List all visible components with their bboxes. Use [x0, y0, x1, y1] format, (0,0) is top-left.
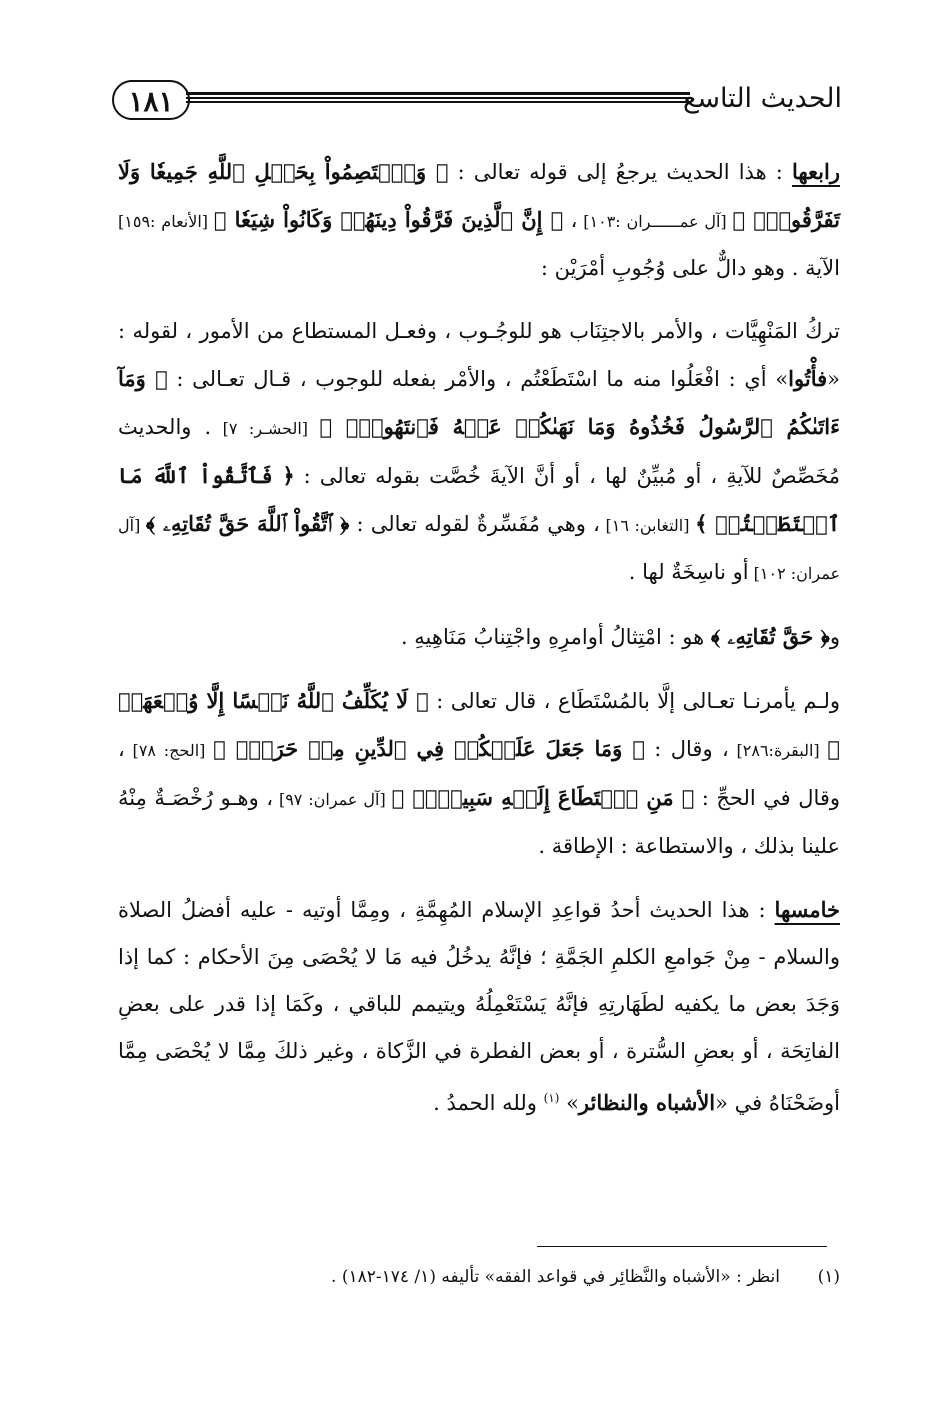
hadith-quote: فأْتُوا: [788, 366, 828, 391]
text-run: هو : امْتِثالُ أوامرِهِ واجْتِنابُ مَنَاهِيهِ .: [400, 625, 711, 649]
text-run: : هذا الحديث يرجعُ إلى قوله تعالى :: [448, 160, 792, 184]
text-run: ولـم يأمرنـا تعـالى إلَّا بالمُسْتَطَاع ، قال تعالى :: [428, 689, 841, 713]
quran-quote: ﴿ لَا يُكَلِّفُ ٱللَّهُ نَفۡسًا إِلَّا وُسۡعَهَاۚ ﴾: [118, 688, 841, 761]
quran-quote: ﴿ ٱتَّقُواْ ٱللَّهَ حَقَّ تُقَاتِهِۦ ﴾: [145, 511, 350, 536]
paragraph-fifth: [118, 886, 840, 1127]
paragraph-capability: [118, 677, 840, 870]
verse-reference: [الأنعام :١٥٩]: [118, 212, 214, 231]
book-title: الأشباه والنظائر: [578, 1090, 716, 1115]
verse-reference: [الحج: ٧٨]: [124, 741, 214, 760]
header-rule-line: [186, 92, 690, 95]
body-text: [118, 148, 840, 1143]
text-run: ، وقال :: [644, 737, 729, 761]
footnote-reference[interactable]: (١): [543, 1091, 560, 1105]
text-run: أو ناسِخَةٌ لها .: [628, 560, 749, 584]
paragraph-fourth: [118, 148, 840, 292]
verse-reference: [آل عمــــــران :١٠٣]: [577, 212, 733, 231]
text-run: » أي : افْعَلُوا منه ما اسْتَطَعْتُم ، والأمْر بفعله للوجوب ، قـال تعـالى :: [167, 367, 789, 391]
verse-reference: [الحشـر: ٧]: [211, 419, 320, 438]
page-number: ١٨١: [112, 80, 190, 120]
text-run: و: [829, 625, 840, 649]
footnote: [118, 1262, 840, 1292]
text-run: تركُ المَنْهِيَّات ، والأمر بالاجتِنَاب هو للوجُـوب ، وفعـل المستطاع من الأمور ، لقوله : «: [118, 319, 840, 391]
quran-quote: ﴿ فَٱتَّقُواْ ٱللَّهَ مَا ٱسۡتَطَعۡتُمۡ ﴾: [118, 463, 841, 536]
quran-quote: ﴿ وَٱعۡتَصِمُواْ بِحَبۡلِ ٱللَّهِ جَمِيعٗا وَلَا تَفَرَّقُواْۚ ﴾: [118, 159, 840, 232]
text-run: ، وهـو رُخْصَـةٌ مِنْهُ علينا بذلك ، والاستطاعة : الإطاقة .: [118, 786, 840, 858]
quran-quote: ﴿ إِنَّ ٱلَّذِينَ فَرَّقُواْ دِينَهُمۡ وَكَانُواْ شِيَعٗا ﴾: [213, 207, 564, 232]
quran-quote: ﴿ وَمَا جَعَلَ عَلَيۡكُمۡ فِي ٱلدِّينِ مِنۡ حَرَجٖۚ ﴾: [213, 736, 645, 761]
chapter-title: الحديث التاسع: [682, 83, 842, 114]
quran-quote: ﴿ مَنِ ٱسۡتَطَاعَ إِلَيۡهِ سَبِيلٗاۚ ﴾: [391, 785, 695, 810]
page-header: [112, 76, 842, 126]
text-run: ،: [563, 208, 578, 232]
verse-reference: [البقرة:٢٨٦]: [728, 741, 828, 760]
verse-reference: [آل عمران: ٩٧]: [273, 790, 392, 809]
paragraph-taqwa: [118, 613, 840, 661]
header-rule-line: [186, 101, 690, 103]
header-rule-line: [186, 97, 690, 99]
footnote-divider: [537, 1246, 827, 1247]
text-run: ، وهي مُفَسِّرةٌ لقوله تعالى :: [349, 512, 600, 536]
text-run: : هذا الحديث أحدُ قواعِدِ الإسلام المُهِمَّةِ ، ومِمَّا أوتيه - عليه أفضلُ الصلاة والسلام - مِنْ جَوامعِ الكلمِ الجَمَّةِ ؛ فإنَّهُ يدخُلُ فيه مَا لا يُحْصَى مِنَ الأحكام : كما إذا وَجَدَ بعض ما يكفيه لطَهَارتِهِ فإنَّهُ يَسْتَعْمِلُهُ ويتيمم للباقي ، وكَمَا إذا قدر على بعضِ الفاتِحَة ، أو بعضِ السُّترة ، أو بعض الفطرة في الزَّكاة ، وغير ذلكَ مِمَّا لا يُحْصَى مِمَّا أوضَحْنَاهُ في «: [118, 898, 841, 1115]
text-run: . والحديث مُخَصِّصٌ للآيةِ ، أو مُبيِّنٌ لها ، أو أنَّ الآيةَ خُصَّت بقوله تعالى :: [118, 415, 841, 488]
verse-reference: [التغابن: ١٦]: [599, 516, 696, 535]
header-rule: [186, 92, 690, 106]
paragraph-obligations: [118, 308, 840, 597]
section-lead: رابعها: [791, 159, 840, 184]
footnote-text: انظر : «الأشباه والنَّظائِر في قواعد الفقه» تأليفه (١/ ١٧٤-١٨٢) .: [331, 1267, 780, 1287]
quran-quote: ﴿ وَمَآ ءَاتَىٰكُمُ ٱلرَّسُولُ فَخُذُوهُ وَمَا نَهَىٰكُمۡ عَنۡهُ فَٱنتَهُواْۚ ﴾: [118, 366, 840, 439]
footnote-number: (١): [817, 1267, 840, 1287]
text-run: ولله الحمدُ .: [433, 1091, 544, 1115]
verse-reference: [آل عمران: ١٠٢]: [118, 516, 840, 583]
text-run: ، وقال في الحجِّ :: [118, 737, 841, 810]
text-run: »: [559, 1091, 579, 1115]
section-lead: خامسها: [774, 897, 840, 922]
text-run: الآية . وهو دالٌّ على وُجُوبِ أمْرَيْن :: [540, 256, 840, 280]
quran-quote: ﴿ حَقَّ تُقَاتِهِۦ ﴾: [710, 624, 830, 649]
